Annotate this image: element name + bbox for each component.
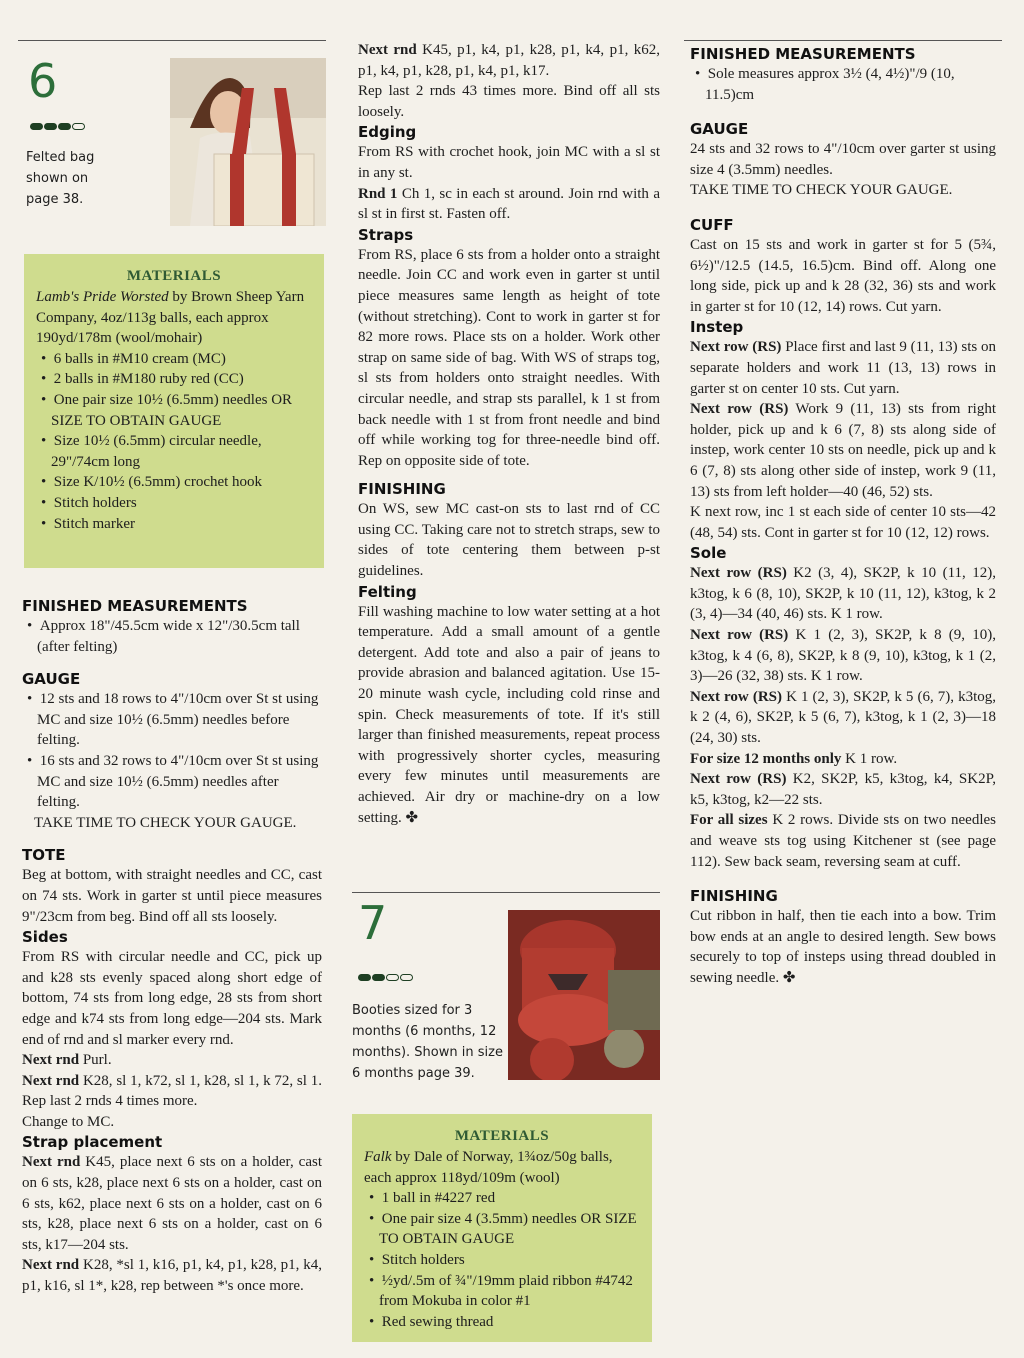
- skill-dot-empty: [386, 974, 399, 981]
- gauge-item: • 12 sts and 18 rows to 4"/10cm over St st using MC and size 10½ (6.5mm) needles before felting.: [22, 689, 322, 751]
- row-text: K28, *sl 1, k16, p1, k4, p1, k28, p1, k4, p1, k16, sl 1*, k28, rep between *'s once more.: [22, 1257, 322, 1295]
- materials-item: • ½yd/.5m of ¾"/19mm plaid ribbon #4742 from Mokuba in color #1: [364, 1271, 640, 1312]
- row-label: Next row (RS): [690, 627, 789, 644]
- column-3: [684, 0, 1002, 1358]
- row-label: Next rnd: [22, 1154, 81, 1171]
- materials-box: [352, 1114, 652, 1342]
- gauge-item: • 16 sts and 32 rows to 4"/10cm over St st using MC and size 10½ (6.5mm) needles after felting.: [22, 751, 322, 813]
- finishing-heading: FINISHING: [690, 887, 778, 906]
- row-text: Ch 1, sc in each st around. Join rnd with a sl st in first st. Fasten off.: [358, 185, 660, 223]
- row-text: K 1 row.: [841, 750, 898, 767]
- sides-text: From RS with circular needle and CC, pick up and k28 sts evenly spaced along short edge of bottom, 74 sts from long edge, 28 sts from short edge and k74 sts from long edge—204 sts. Mark end of rnd and sl marker every rnd.: [22, 949, 322, 1048]
- finished-measurements-heading: FINISHED MEASUREMENTS: [690, 45, 916, 63]
- tote-heading: TOTE: [22, 846, 66, 865]
- sole-row-1: [690, 563, 996, 625]
- row-label: Next rnd: [22, 1257, 80, 1274]
- k28-round: [22, 1071, 322, 1112]
- skill-dot-filled: [372, 974, 385, 981]
- row-text: K45, place next 6 sts on a holder, cast on 6 sts, k28, place next 6 sts on a holder, cast on 6 sts, k62, place next 6 sts on a holder, cast on 6 sts, k28, place next 6 sts on a holder, cast on 6 sts, k17—204 sts.: [22, 1154, 322, 1253]
- row-label: Next rnd: [358, 42, 417, 58]
- finished-measurements-heading: FINISHED MEASUREMENTS: [22, 597, 248, 615]
- finishing-text: [690, 906, 996, 988]
- yarn-details: by Brown Sheep Yarn Company, 4oz/113g balls, each approx 190yd/178m (wool/mohair): [36, 289, 305, 347]
- repeat-text: Rep last 2 rnds 43 times more. Bind off all sts loosely.: [358, 83, 660, 120]
- row-text: K 1 (2, 3), SK2P, k 8 (9, 10), k3tog, k 4 (6, 8), SK2P, k 8 (9, 10), k3tog, k 1 (2, 3)—26 (32, 38) sts. K 1 row.: [690, 627, 997, 685]
- strap-round-2: [22, 1255, 322, 1296]
- tote-text: Beg at bottom, with straight needles and CC, cast on 74 sts. Work in garter st until piece measures 9"/23cm from beg. Bind off all sts loosely.: [22, 867, 322, 925]
- skill-level-indicator: [358, 974, 413, 981]
- straps-subheading: Straps: [358, 225, 414, 244]
- cuff-heading: CUFF: [690, 215, 734, 234]
- row-text: Work 9 (11, 13) sts from right holder, pick up and k 6 (7, 8) sts along side of instep, work center 10 sts on needle, pick up and k 6 (7, 8) sts along other side of instep, work 9 (11, 13) sts from left holder—40 (46, 52) sts.: [690, 401, 996, 500]
- booties-photo: [508, 910, 660, 1080]
- felting-text: [358, 602, 660, 829]
- column-2: [352, 0, 660, 1358]
- all-sizes-row: [690, 810, 996, 872]
- gauge-heading: GAUGE: [690, 120, 749, 139]
- top-rule: [684, 40, 1002, 41]
- yarn-details: by Dale of Norway, 1¾oz/50g balls, each approx 118yd/109m (wool): [364, 1149, 613, 1186]
- sole-row-3: [690, 687, 996, 749]
- purl-round: [22, 1050, 322, 1071]
- sides-subheading: Sides: [22, 928, 68, 947]
- row-label: Rnd 1: [358, 185, 398, 202]
- end-mark-icon: ✤: [405, 809, 419, 826]
- photo-caption: [26, 147, 94, 210]
- materials-item: • 2 balls in #M180 ruby red (CC): [36, 369, 312, 390]
- gauge-check-note: TAKE TIME TO CHECK YOUR GAUGE.: [690, 182, 953, 199]
- strap-round-1: [22, 1152, 322, 1255]
- materials-item: • Stitch marker: [36, 514, 312, 535]
- row-text: K 1 (2, 3), SK2P, k 5 (6, 7), k3tog, k 2 (4, 6), SK2P, k 5 (6, 7), k3tog, k 1 (2, 3)—18 (24, 30) sts.: [690, 688, 996, 747]
- caption-line: Booties sized for 3: [352, 1003, 473, 1018]
- caption-line: months (6 months, 12: [352, 1024, 497, 1039]
- row-text: K28, sl 1, k72, sl 1, k28, sl 1, k 72, sl 1. Rep last 2 rnds 4 times more.: [22, 1072, 322, 1110]
- materials-title: MATERIALS: [454, 1128, 550, 1144]
- photo-caption: [352, 1000, 503, 1084]
- finished-measurement-item: • Sole measures approx 3½ (4, 4½)"/9 (10, 11.5)cm: [690, 64, 996, 105]
- materials-item: • Stitch holders: [364, 1250, 640, 1271]
- yarn-description: [364, 1147, 640, 1188]
- strap-placement-subheading: Strap placement: [22, 1133, 163, 1152]
- pattern-number-6: 6: [28, 54, 58, 108]
- row-label: Next row (RS): [690, 401, 789, 418]
- column-1: [18, 0, 326, 1358]
- yarn-name: Falk: [364, 1149, 392, 1165]
- skill-dot-empty: [400, 974, 413, 981]
- materials-item: • One pair size 10½ (6.5mm) needles OR SIZE TO OBTAIN GAUGE: [36, 390, 312, 431]
- row-text: K2 (3, 4), SK2P, k 10 (11, 12), k3tog, k 6 (8, 10), SK2P, k 10 (11, 12), k3tog, k 2 (3, 4)—34 (40, 46) sts. K 1 row.: [690, 565, 996, 623]
- instep-row-1: [690, 337, 996, 399]
- gauge-check-note: TAKE TIME TO CHECK YOUR GAUGE.: [34, 814, 297, 831]
- skill-dot-filled: [44, 123, 57, 130]
- felting-subheading: Felting: [358, 582, 417, 601]
- materials-list: [364, 1188, 640, 1332]
- change-to-mc: Change to MC.: [22, 1113, 115, 1130]
- skill-dot-filled: [58, 123, 71, 130]
- gauge-heading: GAUGE: [22, 670, 81, 689]
- sole-row-4: [690, 769, 996, 810]
- straps-text: From RS, place 6 sts from a holder onto a straight needle. Join CC and work even in garter st until piece measures same length as height of tote (without stretching). Cont to work in garter st for 82 more rows. Place sts on a holder. Work other strap on same side of bag. With WS of straps tog, sl sts from holders onto straight needles. With circular needle, and strap sts parallel, k 1 st from back needle with 1 st from front needle and bind off while working tog for three-needle bind off. Rep on opposite side of tote.: [358, 246, 660, 469]
- caption-line: Felted bag: [26, 150, 95, 165]
- felted-bag-photo: [170, 58, 326, 226]
- edging-text: From RS with crochet hook, join MC with a sl st in any st.: [358, 144, 660, 181]
- materials-item: • Size K/10½ (6.5mm) crochet hook: [36, 472, 312, 493]
- materials-item: • 6 balls in #M10 cream (MC): [36, 349, 312, 370]
- yarn-name: Lamb's Pride Worsted: [36, 289, 169, 305]
- felting-body: Fill washing machine to low water setting at a hot temperature. Add a small amount of a gentle detergent. Add tote and also a pair of jeans to provide abrasion and balanced agitation. Use 15-20 minute wash cycle, including cold rinse and spin. Check measurements of tote. If it's still larger than finished measurements, repeat process with progressively shorter cycles, measuring every few minutes until measurements are achieved. Air dry or machine-dry on a low setting.: [358, 603, 660, 826]
- gauge-text: 24 sts and 32 rows to 4"/10cm over garter st using size 4 (3.5mm) needles.: [690, 141, 996, 178]
- skill-dot-filled: [30, 123, 43, 130]
- materials-item: • 1 ball in #4227 red: [364, 1188, 640, 1209]
- instep-subheading: Instep: [690, 318, 744, 337]
- materials-item: • Stitch holders: [36, 493, 312, 514]
- skill-dot-empty: [72, 123, 85, 130]
- sole-row-2: [690, 625, 996, 687]
- materials-item: • Red sewing thread: [364, 1312, 640, 1333]
- row-text: K 2 rows. Divide sts on two needles and weave sts tog using Kitchener st (see page 112). Sew back seam, reversing seam at cuff.: [690, 812, 996, 870]
- row-text: Place first and last 9 (11, 13) sts on separate holders and work 11 (13, 13) rows in garter st on center 10 sts. Cut yarn.: [690, 339, 996, 397]
- instep-row-3: K next row, inc 1 st each side of center 10 sts—42 (48, 54) sts. Cont in garter st for 10 (12, 12) rows.: [690, 504, 996, 541]
- row-label: Next rnd: [22, 1072, 80, 1089]
- row-label: Next rnd: [22, 1052, 80, 1069]
- top-rule: [18, 40, 326, 41]
- finishing-text: On WS, sew MC cast-on sts to last rnd of CC using CC. Taking care not to stretch straps, sew to sides of tote centering them between p-st guidelines.: [358, 501, 660, 580]
- skill-dot-filled: [358, 974, 371, 981]
- cuff-text: Cast on 15 sts and work in garter st for 5 (5¾, 6½)"/12.5 (14.5, 16.5)cm. Bind off. Along one long side, pick up and k 28 (32, 36) sts and work in garter st for 10 (12, 14) rows. Cut yarn.: [690, 236, 996, 315]
- row-label: For size 12 months only: [690, 750, 842, 767]
- caption-line: months). Shown in size: [352, 1045, 503, 1060]
- materials-list: [36, 349, 312, 534]
- end-mark-icon: ✤: [782, 969, 796, 986]
- skill-level-indicator: [30, 123, 85, 130]
- finished-measurement-item: • Approx 18"/45.5cm wide x 12"/30.5cm tall (after felting): [22, 616, 322, 657]
- column-1-text: [22, 596, 322, 1297]
- continue-round: [358, 40, 660, 81]
- materials-box: [24, 254, 324, 568]
- section-rule: [352, 892, 660, 893]
- caption-line: 6 months page 39.: [352, 1066, 475, 1081]
- row-text: Purl.: [79, 1052, 112, 1069]
- row-label: Next row (RS): [690, 339, 782, 356]
- materials-item: • One pair size 4 (3.5mm) needles OR SIZE TO OBTAIN GAUGE: [364, 1209, 640, 1250]
- instep-row-2: [690, 399, 996, 502]
- row-label: Next row (RS): [690, 565, 787, 582]
- row-label: For all sizes: [690, 812, 768, 829]
- edging-subheading: Edging: [358, 123, 417, 142]
- sole-subheading: Sole: [690, 544, 727, 563]
- row-label: Next row (RS): [690, 688, 782, 705]
- finishing-heading: FINISHING: [358, 480, 446, 499]
- size-12-row: [690, 749, 996, 770]
- yarn-description: [36, 287, 312, 349]
- pattern-number-7: 7: [358, 896, 388, 950]
- row-label: Next row (RS): [690, 771, 787, 788]
- column-3-text: [690, 44, 996, 989]
- row-text: K45, p1, k4, p1, k28, p1, k4, p1, k62, p1, k4, p1, k28, p1, k4, p1, k17.: [358, 42, 661, 79]
- materials-title: MATERIALS: [126, 268, 222, 284]
- caption-line: shown on: [26, 171, 89, 186]
- row-text: K2, SK2P, k5, k3tog, k4, SK2P, k5, k3tog, k2—22 sts.: [690, 771, 996, 808]
- edging-round-1: [358, 184, 660, 225]
- column-2-text: [358, 40, 660, 828]
- materials-item: • Size 10½ (6.5mm) circular needle, 29"/74cm long: [36, 431, 312, 472]
- finishing-body: Cut ribbon in half, then tie each into a bow. Trim bow ends at an angle to desired length. Sew bows securely to top of insteps using thread doubled in sewing needle.: [690, 908, 996, 986]
- caption-line: page 38.: [26, 192, 84, 207]
